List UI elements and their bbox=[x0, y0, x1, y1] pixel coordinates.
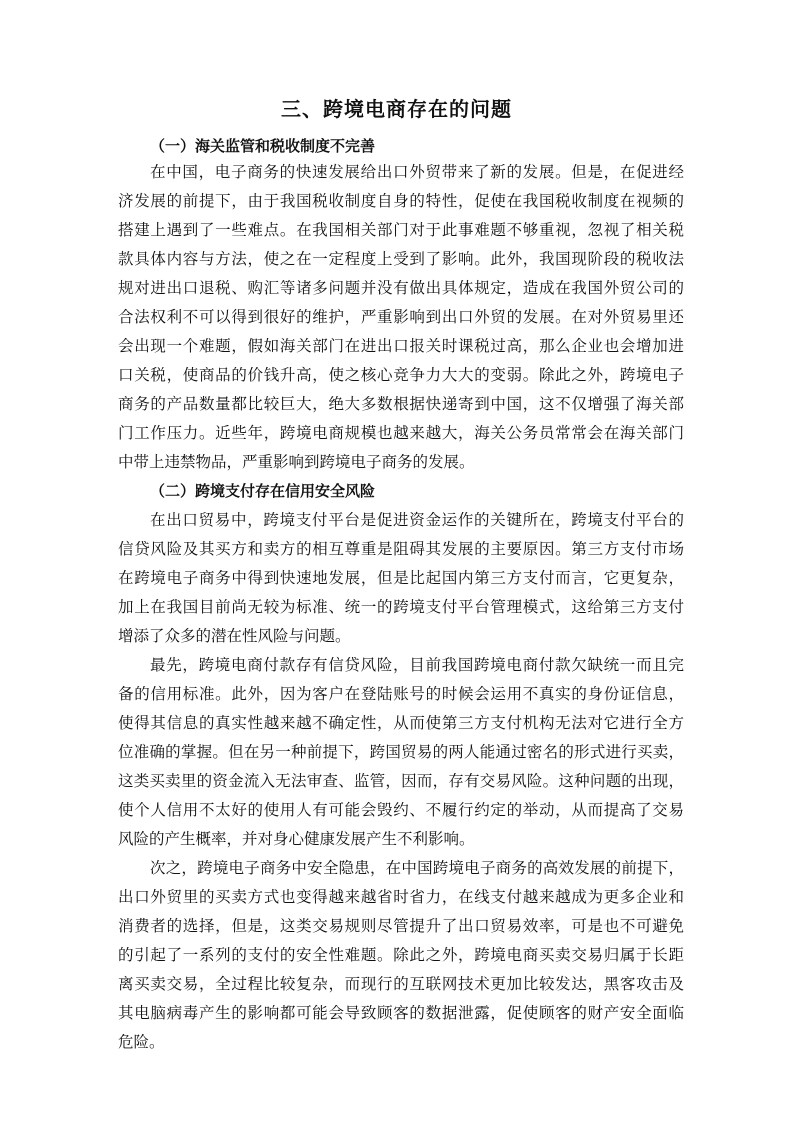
paragraph-line: 使个人信用不太好的使用人有可能会毁约、不履行约定的举动，从而提高了交易 bbox=[118, 801, 684, 819]
section-heading-customs-tax: （一）海关监管和税收制度不完善 bbox=[150, 137, 376, 155]
paragraph-line: 的引起了一系列的支付的安全性难题。除此之外，跨境电商买卖交易归属于长距 bbox=[118, 946, 684, 964]
paragraph-line: 这类买卖里的资金流入无法审查、监管，因而，存有交易风险。这种问题的出现， bbox=[118, 772, 684, 790]
paragraph-line: 离买卖交易，全过程比较复杂，而现行的互联网技术更加比较发达，黑客攻击及 bbox=[118, 975, 684, 993]
paragraph-line: 门工作压力。近些年，跨境电商规模也越来越大，海关公务员常常会在海关部门 bbox=[118, 424, 684, 442]
paragraph-line: 规对进出口退税、购汇等诸多问题并没有做出具体规定，造成在我国外贸公司的 bbox=[118, 279, 684, 297]
paragraph-line: 商务的产品数量都比较巨大，绝大多数根据快递寄到中国，这不仅增强了海关部 bbox=[118, 395, 684, 413]
paragraph-line: 会出现一个难题，假如海关部门在进出口报关时课税过高，那么企业也会增加进 bbox=[118, 337, 684, 355]
paragraph-line: 次之，跨境电子商务中安全隐患，在中国跨境电子商务的高效发展的前提下， bbox=[150, 859, 684, 877]
paragraph-line: 合法权利不可以得到很好的维护，严重影响到出口外贸的发展。在对外贸易里还 bbox=[118, 308, 684, 326]
paragraph-line: 增添了众多的潜在性风险与问题。 bbox=[118, 627, 351, 645]
paragraph-line: 危险。 bbox=[118, 1033, 165, 1051]
paragraph-line: 口关税，使商品的价钱升高，使之核心竞争力大大的变弱。除此之外，跨境电子 bbox=[118, 366, 684, 384]
paragraph-line: 位准确的掌握。但在另一种前提下，跨国贸易的两人能通过密名的形式进行买卖， bbox=[118, 743, 684, 761]
paragraph-line: 出口外贸里的买卖方式也变得越来越省时省力，在线支付越来越成为更多企业和 bbox=[118, 888, 684, 906]
paragraph-line: 风险的产生概率，并对身心健康发展产生不利影响。 bbox=[118, 830, 475, 848]
paragraph-line: 备的信用标准。此外，因为客户在登陆账号的时候会运用不真实的身份证信息， bbox=[118, 685, 684, 703]
page-title: 三、跨境电商存在的问题 bbox=[281, 97, 512, 121]
paragraph-line: 在跨境电子商务中得到快速地发展，但是比起国内第三方支付而言，它更复杂， bbox=[118, 569, 684, 587]
paragraph-line: 在中国，电子商务的快速发展给出口外贸带来了新的发展。但是，在促进经 bbox=[150, 163, 684, 181]
paragraph-line: 使得其信息的真实性越来越不确定性，从而使第三方支付机构无法对它进行全方 bbox=[118, 714, 684, 732]
paragraph-line: 消费者的选择，但是，这类交易规则尽管提升了出口贸易效率，可是也不可避免 bbox=[118, 917, 684, 935]
paragraph-line: 最先，跨境电商付款存有信贷风险，目前我国跨境电商付款欠缺统一而且完 bbox=[150, 656, 684, 674]
paragraph-line: 中带上违禁物品，严重影响到跨境电子商务的发展。 bbox=[118, 453, 475, 471]
paragraph-line: 在出口贸易中，跨境支付平台是促进资金运作的关键所在，跨境支付平台的 bbox=[150, 511, 684, 529]
paragraph-line: 款具体内容与方法，使之在一定程度上受到了影响。此外，我国现阶段的税收法 bbox=[118, 250, 684, 268]
paragraph-line: 其电脑病毒产生的影响都可能会导致顾客的数据泄露，促使顾客的财产安全面临 bbox=[118, 1004, 684, 1022]
paragraph-line: 搭建上遇到了一些难点。在我国相关部门对于此事难题不够重视，忽视了相关税 bbox=[118, 221, 684, 239]
section-heading-payment-risk: （二）跨境支付存在信用安全风险 bbox=[150, 482, 376, 500]
paragraph-line: 加上在我国目前尚无较为标准、统一的跨境支付平台管理模式，这给第三方支付 bbox=[118, 598, 684, 616]
paragraph-line: 信贷风险及其买方和卖方的相互尊重是阻碍其发展的主要原因。第三方支付市场 bbox=[118, 540, 684, 558]
paragraph-line: 济发展的前提下，由于我国税收制度自身的特性，促使在我国税收制度在视频的 bbox=[118, 192, 684, 210]
